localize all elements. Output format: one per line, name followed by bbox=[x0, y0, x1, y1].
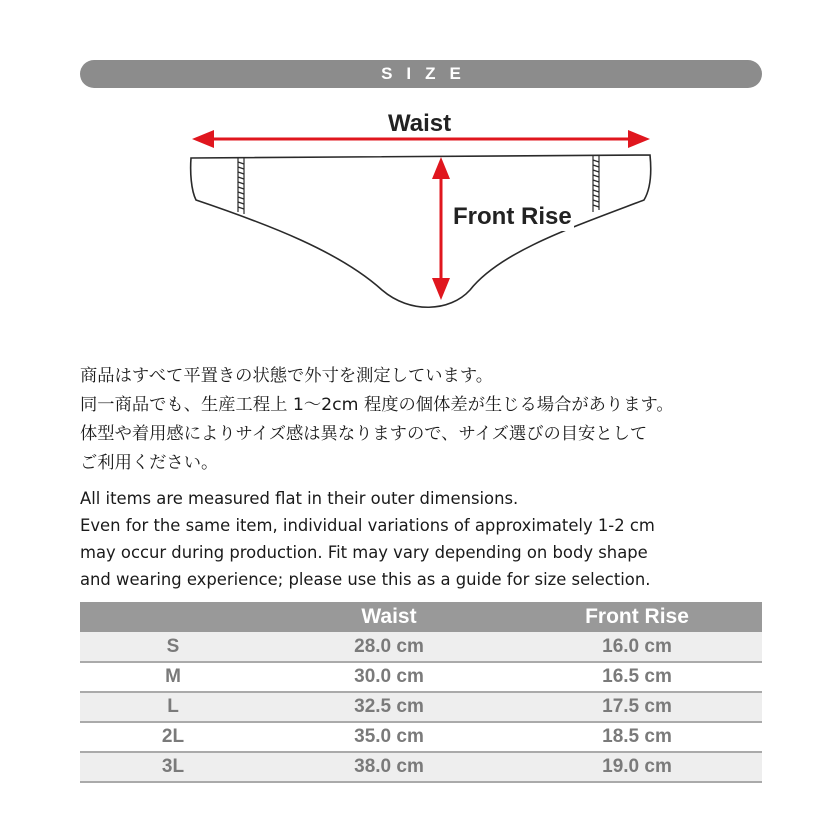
table-row bbox=[80, 752, 762, 782]
jp-note-line: 同一商品でも、生産工程上 1～2cm 程度の個体差が生じる場合があります。 bbox=[80, 395, 674, 415]
jp-note-line: 商品はすべて平置きの状態で外寸を測定しています。 bbox=[80, 366, 494, 386]
size-table bbox=[80, 602, 762, 783]
waist-cell: 32.5 cm bbox=[266, 692, 512, 722]
section-title: SIZE bbox=[381, 64, 475, 83]
table-row bbox=[80, 722, 762, 752]
front-rise-cell: 18.5 cm bbox=[512, 722, 762, 752]
garment-diagram bbox=[0, 0, 840, 340]
waist-cell: 30.0 cm bbox=[266, 662, 512, 692]
waist-cell: 28.0 cm bbox=[266, 632, 512, 662]
front-rise-cell: 16.5 cm bbox=[512, 662, 762, 692]
header-size bbox=[80, 602, 266, 632]
en-note-line: and wearing experience; please use this as a guide for size selection. bbox=[80, 570, 651, 589]
front-rise-cell: 17.5 cm bbox=[512, 692, 762, 722]
briefs-outline bbox=[191, 155, 651, 307]
table-header-row bbox=[80, 602, 762, 632]
table-row bbox=[80, 632, 762, 662]
header-waist: Waist bbox=[266, 602, 512, 632]
en-note-line: may occur during production. Fit may vary depending on body shape bbox=[80, 543, 648, 562]
front-rise-label: Front Rise bbox=[453, 203, 572, 230]
waist-cell: 35.0 cm bbox=[266, 722, 512, 752]
en-note-line: All items are measured flat in their outer dimensions. bbox=[80, 489, 519, 508]
size-cell: M bbox=[80, 662, 266, 692]
jp-note-line: 体型や着用感によりサイズ感は異なりますので、サイズ選びの目安として bbox=[80, 424, 648, 444]
size-cell: 3L bbox=[80, 752, 266, 782]
size-cell: L bbox=[80, 692, 266, 722]
waist-cell: 38.0 cm bbox=[266, 752, 512, 782]
en-note-line: Even for the same item, individual variations of approximately 1-2 cm bbox=[80, 516, 655, 535]
size-cell: S bbox=[80, 632, 266, 662]
table-row bbox=[80, 692, 762, 722]
front-rise-cell: 19.0 cm bbox=[512, 752, 762, 782]
english-notes bbox=[80, 485, 770, 593]
size-cell: 2L bbox=[80, 722, 266, 752]
waist-label: Waist bbox=[388, 110, 452, 137]
japanese-notes bbox=[80, 362, 770, 478]
jp-note-line: ご利用ください。 bbox=[80, 453, 219, 473]
front-rise-cell: 16.0 cm bbox=[512, 632, 762, 662]
table-row bbox=[80, 662, 762, 692]
header-front-rise: Front Rise bbox=[512, 602, 762, 632]
